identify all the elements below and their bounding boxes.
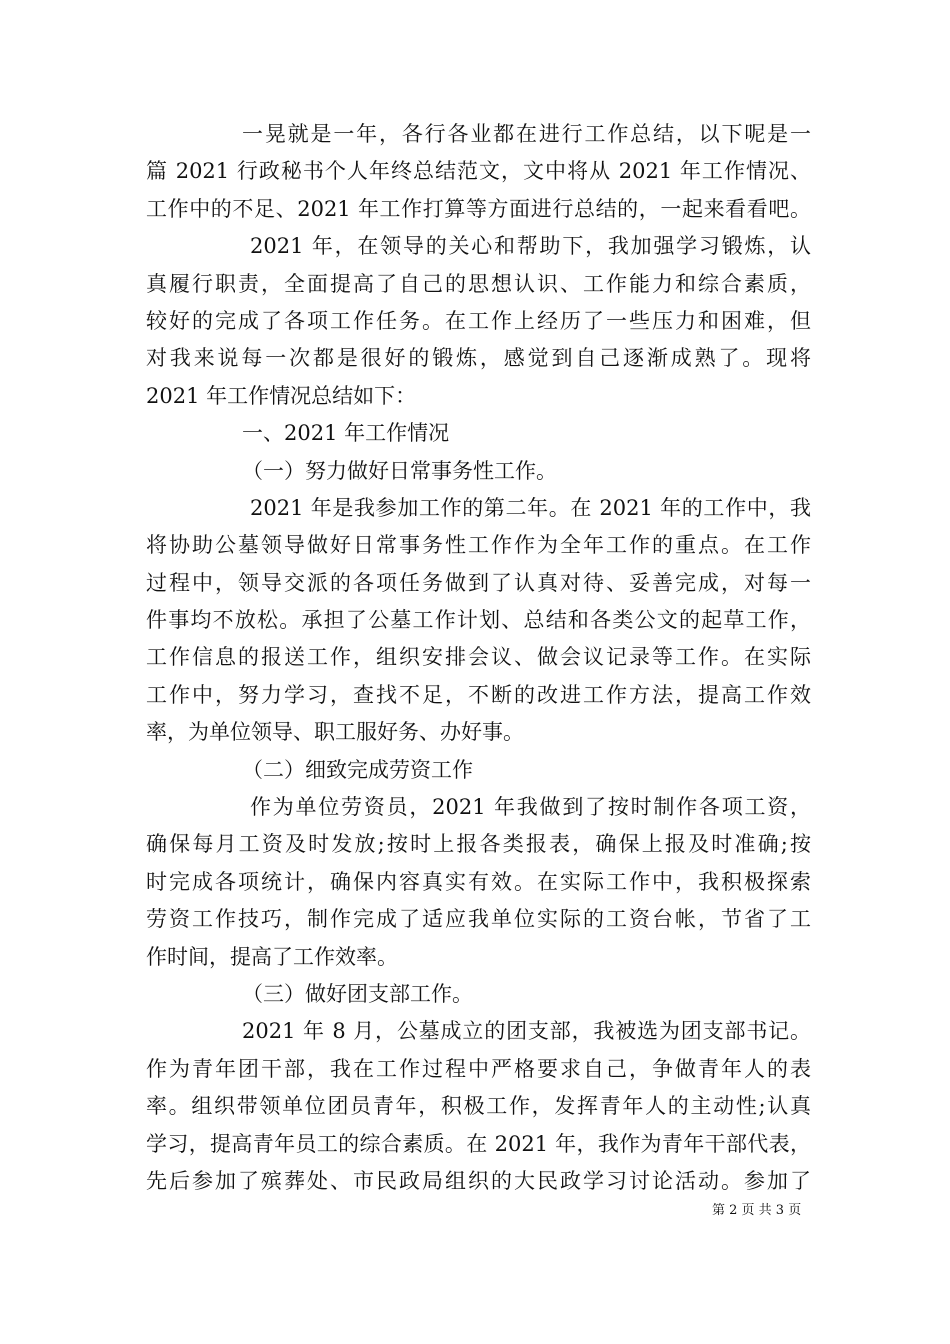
text-line: 2021 年，在领导的关心和帮助下，我加强学习锻炼，认 — [250, 234, 811, 259]
text-line: 率。组织带领单位团员青年，积极工作，发挥青年人的主动性;认真 — [146, 1094, 811, 1119]
text-line: 过程中，领导交派的各项任务做到了认真对待、妥善完成，对每一 — [146, 570, 811, 595]
text-line: 确保每月工资及时发放;按时上报各类报表，确保上报及时准确;按 — [146, 832, 811, 857]
text-line: 工作中，努力学习，查找不足，不断的改进工作方法，提高工作效 — [146, 682, 811, 707]
text-line: 工作中的不足、2021 年工作打算等方面进行总结的，一起来看看吧。 — [146, 196, 811, 221]
text-line: 较好的完成了各项工作任务。在工作上经历了一些压力和困难，但 — [146, 308, 811, 333]
text-line: 将协助公墓领导做好日常事务性工作作为全年工作的重点。在工作 — [146, 533, 811, 558]
text-line: （二）细致完成劳资工作 — [242, 757, 473, 782]
text-line: 篇 2021 行政秘书个人年终总结范文，文中将从 2021 年工作情况、 — [146, 159, 811, 184]
text-line: 率，为单位领导、职工服好务、办好事。 — [146, 720, 524, 745]
text-line: 2021 年工作情况总结如下： — [146, 383, 417, 408]
text-line: 件事均不放松。承担了公墓工作计划、总结和各类公文的起草工作， — [146, 608, 811, 633]
text-line: 对我来说每一次都是很好的锻炼，感觉到自己逐渐成熟了。现将 — [146, 346, 811, 371]
text-line: （三）做好团支部工作。 — [242, 981, 473, 1006]
text-line: 学习，提高青年员工的综合素质。在 2021 年，我作为青年干部代表， — [146, 1131, 811, 1156]
text-line: 作时间，提高了工作效率。 — [146, 944, 398, 969]
text-line: 2021 年 8 月，公墓成立的团支部，我被选为团支部书记。 — [242, 1019, 811, 1044]
text-line: 2021 年是我参加工作的第二年。在 2021 年的工作中，我 — [250, 495, 811, 520]
text-line: 劳资工作技巧，制作完成了适应我单位实际的工资台帐，节省了工 — [146, 907, 811, 932]
text-line: 一晃就是一年，各行各业都在进行工作总结，以下呢是一 — [242, 122, 811, 146]
text-line: （一）努力做好日常事务性工作。 — [242, 458, 557, 483]
page-number-footer: 第 2 页 共 3 页 — [712, 1203, 802, 1218]
text-line: 作为青年团干部，我在工作过程中严格要求自己，争做青年人的表 — [146, 1056, 811, 1081]
text-line: 作为单位劳资员，2021 年我做到了按时制作各项工资， — [250, 795, 811, 820]
text-line: 一、2021 年工作情况 — [242, 421, 450, 446]
text-line: 先后参加了殡葬处、市民政局组织的大民政学习讨论活动。参加了 — [146, 1168, 811, 1193]
text-line: 工作信息的报送工作，组织安排会议、做会议记录等工作。在实际 — [146, 645, 811, 670]
text-line: 真履行职责，全面提高了自己的思想认识、工作能力和综合素质， — [146, 271, 811, 296]
text-line: 时完成各项统计，确保内容真实有效。在实际工作中，我积极探索 — [146, 869, 811, 894]
document-body — [146, 116, 811, 1200]
